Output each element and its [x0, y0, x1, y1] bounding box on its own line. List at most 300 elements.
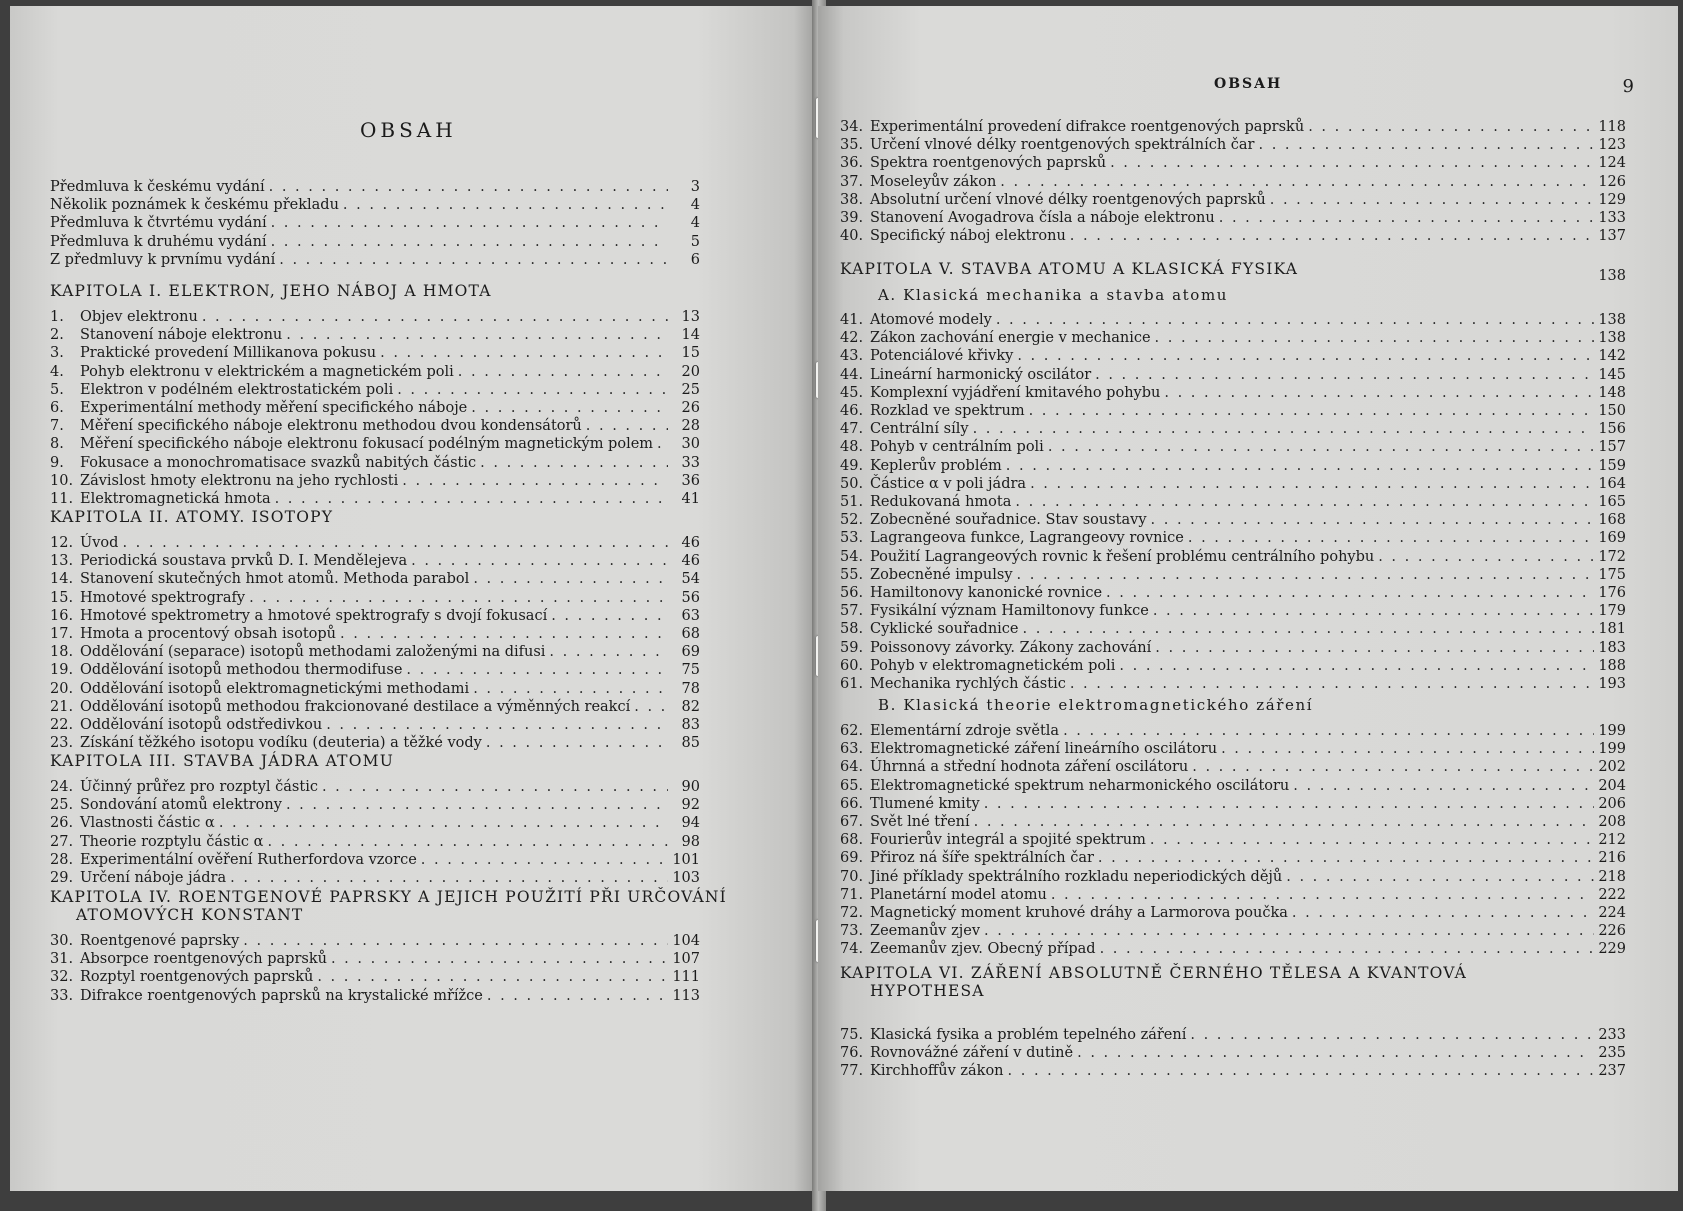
toc-entry [840, 173, 1626, 191]
entry-number: 56. [840, 585, 864, 601]
entry-number: 67. [840, 814, 864, 830]
entry-number: 5. [50, 381, 64, 398]
entry-title: Rozptyl roentgenových paprsků [80, 969, 314, 986]
entry-page: 175 [1598, 566, 1626, 583]
dot-leader [1017, 566, 1594, 584]
entry-number: 71. [840, 886, 864, 903]
entry-title: Předmluva k čtvrtému vydání [50, 215, 267, 232]
toc-entry [50, 417, 700, 435]
entry-page: 111 [672, 969, 700, 986]
toc-entry [50, 796, 700, 814]
entry-number: 51. [840, 494, 864, 510]
entry-number: 49. [840, 457, 864, 474]
entry-page: 33 [681, 454, 700, 471]
entry-title: Hmotové spektrografy [80, 589, 246, 606]
entry-number: 73. [840, 923, 864, 940]
entry-number: 57. [840, 603, 864, 620]
entry-title: Redukovaná hmota [870, 494, 1012, 510]
entry-page: 69 [681, 644, 700, 661]
entry-title: Několik poznámek k českému překladu [50, 197, 339, 214]
entry-page: 179 [1598, 603, 1626, 620]
entry-title: Centrální síly [870, 421, 969, 438]
entry-number: 13. [50, 553, 74, 570]
dot-leader [343, 196, 668, 214]
chapter-heading: KAPITOLA VI. ZÁŘENÍ ABSOLUTNĚ ČERNÉHO TĚLESA A KVANTOVÁ [840, 964, 1468, 982]
entry-number: 75. [840, 1027, 864, 1043]
toc-entry [840, 191, 1626, 209]
entry-title: Keplerův problém [870, 457, 1002, 474]
toc-entry [840, 529, 1626, 547]
entry-page: 148 [1598, 384, 1626, 401]
dot-leader [271, 214, 668, 232]
entry-number: 25. [50, 797, 74, 814]
entry-page: 226 [1598, 923, 1626, 940]
chapter-heading: KAPITOLA III. STAVBA JÁDRA ATOMU [50, 752, 394, 770]
dot-leader [486, 734, 668, 752]
entry-title: Planetární model atomu [870, 886, 1047, 903]
entry-number: 18. [50, 644, 74, 661]
toc-entry [50, 251, 700, 269]
dot-leader [1070, 675, 1594, 693]
entry-number: 65. [840, 777, 864, 794]
entry-page: 202 [1598, 759, 1626, 776]
toc-entry [50, 814, 700, 832]
dot-leader [1219, 209, 1594, 227]
dot-leader [243, 932, 668, 950]
entry-number: 45. [840, 384, 864, 401]
section-heading: A. Klasická mechanika a stavba atomu [878, 286, 1229, 304]
entry-title: Hamiltonovy kanonické rovnice [870, 585, 1103, 601]
entry-title: Roentgenové paprsky [80, 933, 240, 949]
dot-leader [1015, 493, 1594, 511]
entry-number: 36. [840, 155, 864, 172]
entry-title: Poissonovy závorky. Zákony zachování [870, 639, 1152, 656]
entry-number: 40. [840, 228, 864, 245]
entry-title: Absorpce roentgenových paprsků [80, 951, 327, 968]
dot-leader [1000, 173, 1594, 191]
entry-number: 69. [840, 850, 864, 867]
toc-entry [50, 363, 700, 381]
dot-leader [269, 178, 668, 196]
entry-number: 22. [50, 717, 74, 733]
entry-number: 3. [50, 345, 64, 362]
entry-title: Sondování atomů elektrony [80, 797, 282, 814]
entry-page: 233 [1598, 1027, 1626, 1043]
toc-entry [50, 987, 700, 1005]
entry-number: 62. [840, 723, 864, 739]
toc-entry [50, 308, 700, 326]
toc-entry [50, 196, 700, 214]
entry-number: 30. [50, 933, 74, 949]
entry-page: 103 [672, 870, 700, 886]
dot-leader [634, 698, 668, 716]
toc-entry [50, 968, 700, 986]
left-page [10, 6, 818, 1191]
toc-entry [50, 570, 700, 588]
entry-number: 12. [50, 535, 74, 551]
entry-title: Částice α v poli jádra [870, 475, 1027, 492]
entry-page: 218 [1598, 868, 1626, 885]
entry-number: 8. [50, 436, 64, 453]
toc-entry [50, 643, 700, 661]
entry-title: Specifický náboj elektronu [870, 228, 1066, 245]
entry-title: Tlumené kmity [870, 795, 980, 812]
toc-entry [50, 851, 700, 869]
toc-entry [50, 607, 700, 625]
toc-entry [50, 552, 700, 570]
entry-number: 28. [50, 851, 74, 868]
entry-number: 7. [50, 418, 64, 435]
dot-leader [1151, 511, 1594, 529]
entry-number: 63. [840, 741, 864, 758]
toc-entry [840, 457, 1626, 475]
toc-entry [840, 227, 1626, 245]
entry-number: 10. [50, 472, 74, 489]
entry-title: Experimentální ověření Rutherfordova vzorce [80, 851, 417, 868]
entry-page: 6 [690, 251, 700, 268]
dot-leader [1051, 886, 1594, 904]
entry-number: 2. [50, 327, 64, 344]
toc-entry [50, 680, 700, 698]
entry-number: 46. [840, 403, 864, 419]
entry-title: Fysikální význam Hamiltonovy funkce [870, 603, 1149, 620]
toc-entry [840, 831, 1626, 849]
entry-page: 92 [681, 797, 700, 814]
entry-page: 208 [1598, 814, 1626, 830]
entry-page: 14 [681, 327, 700, 344]
entry-number: 48. [840, 439, 864, 456]
toc-entry [840, 118, 1626, 136]
chapter-heading: KAPITOLA V. STAVBA ATOMU A KLASICKÁ FYSIKA [840, 260, 1299, 278]
dot-leader [397, 381, 668, 399]
toc-entry [840, 602, 1626, 620]
toc-entry [840, 511, 1626, 529]
chapter-page: 138 [1598, 268, 1626, 284]
entry-number: 27. [50, 833, 74, 850]
entry-page: 172 [1598, 548, 1626, 565]
entry-title: Měření specifického náboje elektronu fokusací podélným magnetickým polem [80, 436, 654, 453]
entry-number: 52. [840, 512, 864, 529]
toc-entry [50, 716, 700, 734]
entry-title: Elementární zdroje světla [870, 723, 1060, 739]
entry-title: Experimentální provedení difrakce roentgenových paprsků [870, 119, 1305, 135]
entry-number: 15. [50, 589, 74, 606]
dot-leader [458, 363, 668, 381]
entry-page: 224 [1598, 905, 1626, 921]
entry-title: Theorie rozptylu částic α [80, 833, 264, 850]
dot-leader [421, 851, 668, 869]
entry-number: 58. [840, 621, 864, 638]
entry-title: Periodická soustava prvků D. I. Mendělejeva [80, 553, 408, 570]
entry-page: 4 [690, 197, 700, 214]
left-toc [10, 6, 818, 1191]
entry-title: Pohyb v centrálním poli [870, 439, 1044, 456]
entry-title: Určení vlnové délky roentgenových spektrálních čar [870, 137, 1255, 154]
entry-number: 29. [50, 870, 74, 886]
entry-title: Získání těžkého isotopu vodíku (deuteria) a těžké vody [80, 735, 482, 752]
toc-entry [50, 214, 700, 232]
entry-title: Elektromagnetická hmota [80, 491, 271, 507]
entry-page: 20 [681, 363, 700, 380]
dot-leader [1006, 457, 1594, 475]
entry-title: Vlastnosti částic α [80, 815, 215, 832]
toc-entry [840, 740, 1626, 758]
toc-entry [840, 758, 1626, 776]
toc-entry [50, 778, 700, 796]
entry-page: 199 [1598, 723, 1626, 739]
entry-page: 183 [1598, 639, 1626, 656]
dot-leader [1293, 777, 1594, 795]
toc-entry [50, 950, 700, 968]
entry-page: 82 [681, 698, 700, 715]
entry-number: 64. [840, 759, 864, 776]
dot-leader [1164, 384, 1594, 402]
entry-title: Lineární harmonický oscilátor [870, 366, 1092, 383]
entry-page: 204 [1598, 777, 1626, 794]
toc-entry [840, 675, 1626, 693]
entry-page: 164 [1598, 475, 1626, 492]
entry-page: 168 [1598, 512, 1626, 529]
entry-page: 216 [1598, 850, 1626, 867]
entry-page: 83 [681, 717, 700, 733]
entry-title: Předmluva k druhému vydání [50, 233, 267, 250]
right-page [818, 6, 1678, 1191]
entry-title: Pohyb v elektromagnetickém poli [870, 657, 1116, 674]
entry-number: 66. [840, 795, 864, 812]
dot-leader [473, 570, 668, 588]
toc-entry [840, 904, 1626, 922]
dot-leader [996, 311, 1594, 329]
entry-title: Určení náboje jádra [80, 870, 227, 886]
entry-title: Rozklad ve spektrum [870, 403, 1025, 419]
entry-title: Úvod [80, 535, 119, 551]
entry-title: Oddělování (separace) isotopů methodami založenými na difusi [80, 644, 546, 661]
entry-page: 169 [1598, 530, 1626, 547]
entry-page: 138 [1598, 330, 1626, 347]
entry-number: 60. [840, 657, 864, 674]
dot-leader [380, 344, 668, 362]
entry-title: Absolutní určení vlnové délky roentgenových paprsků [870, 191, 1266, 208]
toc-entry [840, 384, 1626, 402]
entry-title: Jiné příklady spektrálního rozkladu neperiodických dějů [870, 868, 1283, 885]
entry-page: 118 [1598, 119, 1626, 135]
dot-leader [1008, 1062, 1594, 1080]
entry-number: 59. [840, 639, 864, 656]
entry-page: 30 [681, 436, 700, 453]
toc-entry [840, 584, 1626, 602]
entry-number: 1. [50, 309, 64, 325]
toc-entry [840, 566, 1626, 584]
entry-page: 15 [681, 345, 700, 362]
dot-leader [322, 778, 668, 796]
dot-leader [340, 625, 668, 643]
entry-title: Fourierův integrál a spojité spektrum [870, 832, 1146, 849]
entry-title: Elektron v podélném elektrostatickém poli [80, 381, 394, 398]
entry-number: 17. [50, 626, 74, 642]
toc-entry [840, 311, 1626, 329]
entry-number: 16. [50, 607, 74, 624]
entry-page: 142 [1598, 348, 1626, 365]
toc-entry [840, 329, 1626, 347]
entry-page: 237 [1598, 1063, 1626, 1080]
toc-entry [840, 493, 1626, 511]
dot-leader [1077, 1044, 1594, 1062]
entry-number: 55. [840, 566, 864, 583]
toc-entry [50, 589, 700, 607]
toc-entry [50, 625, 700, 643]
entry-title: Hmota a procentový obsah isotopů [80, 626, 337, 642]
entry-number: 24. [50, 779, 74, 795]
running-head: OBSAH [1214, 76, 1283, 92]
entry-title: Měření specifického náboje elektronu methodou dvou kondensátorů [80, 418, 582, 435]
toc-entry [840, 940, 1626, 958]
toc-entry [50, 435, 700, 453]
toc-entry [50, 178, 700, 196]
dot-leader [1221, 740, 1594, 758]
entry-number: 6. [50, 400, 64, 416]
dot-leader [1258, 136, 1594, 154]
entry-page: 98 [681, 833, 700, 850]
entry-page: 222 [1598, 886, 1626, 903]
entry-title: Zákon zachování energie v mechanice [870, 330, 1151, 347]
entry-number: 26. [50, 815, 74, 832]
dot-leader [1292, 904, 1594, 922]
dot-leader [122, 534, 668, 552]
dot-leader [219, 814, 668, 832]
toc-entry [50, 534, 700, 552]
toc-entry [50, 454, 700, 472]
dot-leader [286, 326, 668, 344]
entry-page: 54 [681, 571, 700, 588]
entry-page: 78 [681, 680, 700, 697]
entry-title: Objev elektronu [80, 309, 198, 325]
toc-entry [840, 136, 1626, 154]
dot-leader [279, 251, 668, 269]
dot-leader [1155, 329, 1594, 347]
dot-leader [1155, 639, 1594, 657]
entry-page: 101 [672, 851, 700, 868]
dot-leader [1048, 438, 1594, 456]
entry-page: 126 [1598, 173, 1626, 190]
toc-entry [840, 620, 1626, 638]
entry-title: Klasická fysika a problém tepelného záření [870, 1027, 1187, 1043]
entry-title: Rovnovážné záření v dutině [870, 1045, 1074, 1062]
entry-page: 199 [1598, 741, 1626, 758]
entry-title: Mechanika rychlých částic [870, 676, 1066, 692]
entry-page: 156 [1598, 421, 1626, 438]
dot-leader [1029, 402, 1594, 420]
toc-entry [840, 420, 1626, 438]
entry-title: Magnetický moment kruhové dráhy a Larmorova poučka [870, 905, 1288, 921]
entry-number: 34. [840, 119, 864, 135]
entry-number: 47. [840, 421, 864, 438]
entry-title: Z předmluvy k prvnímu vydání [50, 251, 276, 268]
toc-entry [50, 869, 700, 887]
dot-leader [480, 454, 668, 472]
toc-entry [840, 1062, 1626, 1080]
entry-number: 4. [50, 363, 64, 380]
toc-entry [50, 326, 700, 344]
dot-leader [1270, 191, 1594, 209]
dot-leader [487, 987, 668, 1005]
dot-leader [984, 922, 1594, 940]
entry-number: 68. [840, 832, 864, 849]
dot-leader [473, 680, 668, 698]
entry-number: 20. [50, 680, 74, 697]
entry-page: 68 [681, 626, 700, 642]
dot-leader [331, 950, 668, 968]
dot-leader [267, 833, 668, 851]
chapter-heading-cont: ATOMOVÝCH KONSTANT [76, 906, 304, 924]
entry-title: Elektromagnetické spektrum neharmonického oscilátoru [870, 777, 1290, 794]
entry-number: 44. [840, 366, 864, 383]
dot-leader [586, 417, 668, 435]
dot-leader [1378, 548, 1594, 566]
dot-leader [317, 968, 668, 986]
dot-leader [1286, 868, 1594, 886]
toc-entry [50, 381, 700, 399]
section-heading: B. Klasická theorie elektromagnetického záření [878, 696, 1314, 714]
entry-number: 38. [840, 191, 864, 208]
entry-page: 41 [681, 491, 700, 507]
entry-title: Praktické provedení Millikanova pokusu [80, 345, 377, 362]
toc-entry [840, 347, 1626, 365]
toc-entry [840, 813, 1626, 831]
dot-leader [1030, 475, 1594, 493]
toc-entry [840, 548, 1626, 566]
toc-entry [840, 886, 1626, 904]
dot-leader [286, 796, 668, 814]
entry-number: 61. [840, 676, 864, 692]
entry-page: 107 [672, 951, 700, 968]
entry-title: Potenciálové křivky [870, 348, 1014, 365]
entry-number: 76. [840, 1045, 864, 1062]
entry-title: Použití Lagrangeových rovnic k řešení problému centrálního pohybu [870, 548, 1375, 565]
entry-page: 145 [1598, 366, 1626, 383]
entry-page: 26 [681, 400, 700, 416]
entry-page: 212 [1598, 832, 1626, 849]
toc-entry [50, 698, 700, 716]
entry-page: 150 [1598, 403, 1626, 419]
toc-entry [840, 657, 1626, 675]
entry-number: 19. [50, 662, 74, 679]
toc-entry [840, 475, 1626, 493]
entry-title: Oddělování isotopů odstředivkou [80, 717, 323, 733]
dot-leader [1188, 529, 1594, 547]
dot-leader [1119, 657, 1594, 675]
dot-leader [551, 607, 668, 625]
dot-leader [1098, 849, 1594, 867]
entry-title: Moseleyův zákon [870, 173, 997, 190]
entry-page: 229 [1598, 941, 1626, 958]
entry-title: Zobecněné impulsy [870, 566, 1013, 583]
toc-entry [840, 849, 1626, 867]
entry-number: 39. [840, 210, 864, 226]
toc-entry [840, 868, 1626, 886]
toc-entry [840, 1044, 1626, 1062]
entry-number: 35. [840, 137, 864, 154]
toc-entry [840, 722, 1626, 740]
entry-title: Komplexní vyjádření kmitavého pohybu [870, 384, 1161, 401]
chapter-heading: KAPITOLA IV. ROENTGENOVÉ PAPRSKY A JEJICH POUŽITÍ PŘI URČOVÁNÍ [50, 888, 727, 906]
dot-leader [1070, 227, 1594, 245]
entry-number: 37. [840, 173, 864, 190]
entry-title: Oddělování isotopů methodou thermodifuse [80, 662, 403, 679]
entry-page: 46 [681, 535, 700, 551]
dot-leader [326, 716, 668, 734]
chapter-heading-cont: HYPOTHESA [870, 982, 985, 1000]
entry-number: 72. [840, 905, 864, 921]
